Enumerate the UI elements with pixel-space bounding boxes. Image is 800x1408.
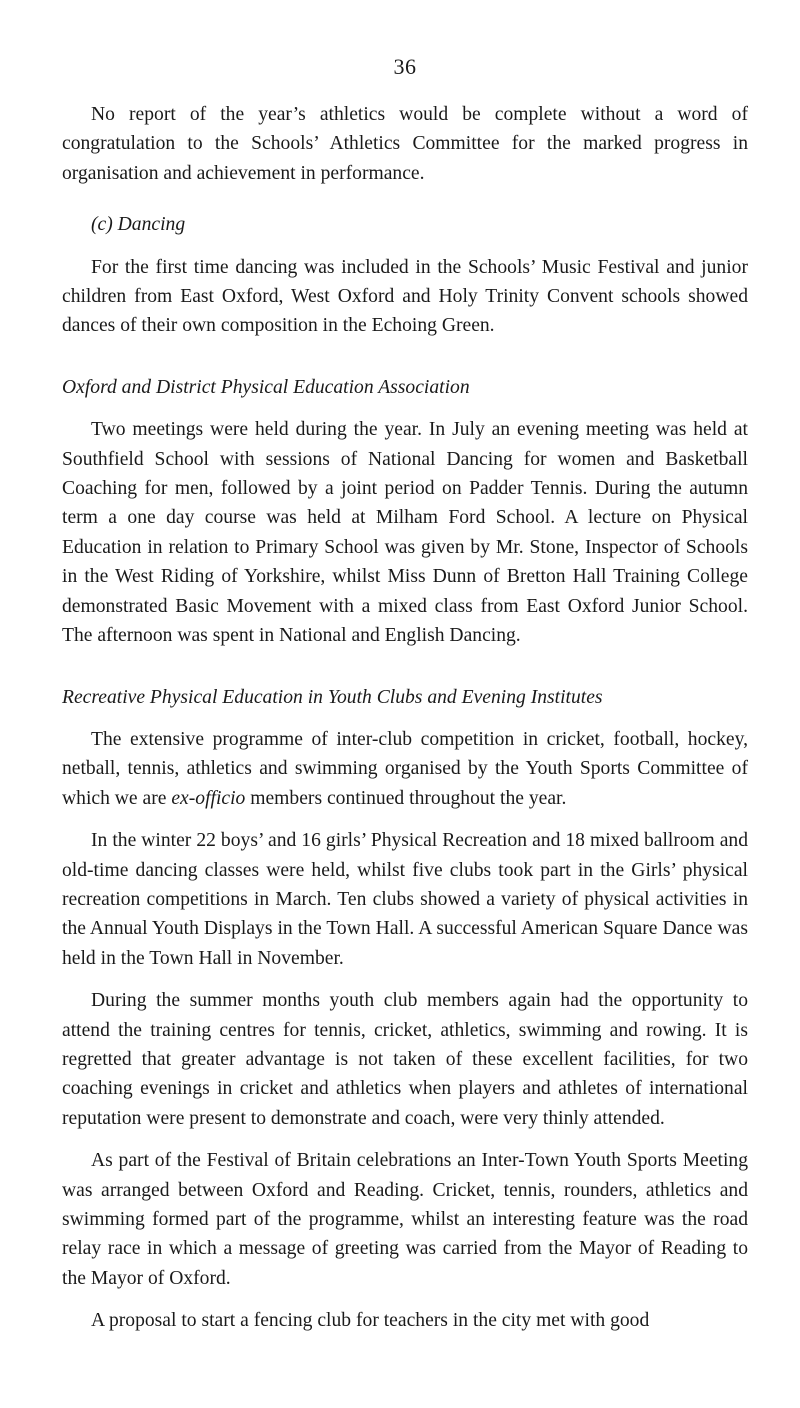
youth-clubs-paragraph-1 [62, 725, 748, 813]
youth-clubs-p1-italic: ex-officio [171, 787, 246, 809]
section-heading-dancing: (c) Dancing [91, 214, 186, 236]
page-number: 36 [393, 54, 417, 79]
youth-clubs-p1-before: The extensive programme of inter-club competition in cricket, football, hockey, netball, tennis, athletics and swimming organised by the Youth Sports Committee of which we are [62, 728, 748, 809]
youth-clubs-paragraph-2: In the winter 22 boys’ and 16 girls’ Physical Recreation and 18 mixed ballroom and old-time dancing classes were held, whilst five clubs took part in the Girls’ physical recreation competitions in March. Ten clubs showed a variety of physical activities in the Annual Youth Displays in the Town Hall. A successful American Square Dance was held in the Town Hall in November. [62, 830, 748, 969]
youth-clubs-paragraph-3: During the summer months youth club members again had the opportunity to attend the training centres for tennis, cricket, athletics, swimming and rowing. It is regretted that greater advantage is not taken of these excellent facilities, for two coaching evenings in cricket and athletics when players and athletes of international reputation were present to demonstrate and coach, were very thinly attended. [62, 990, 748, 1129]
youth-clubs-paragraph-5: A proposal to start a fencing club for teachers in the city met with good [91, 1310, 650, 1332]
dancing-paragraph: For the first time dancing was included in the Schools’ Music Festival and junior children from East Oxford, West Oxford and Holy Trinity Convent schools showed dances of their own composition in the Echoing Green. [62, 256, 748, 337]
youth-clubs-paragraph-4: As part of the Festival of Britain celebrations an Inter-Town Youth Sports Meeting was arranged between Oxford and Reading. Cricket, tennis, rounders, athletics and swimming formed part of the programme, whilst an interesting feature was the road relay race in which a message of greeting was carried from the Mayor of Reading to the Mayor of Oxford. [62, 1150, 748, 1289]
youth-clubs-p1-after: members continued throughout the year. [245, 787, 567, 809]
intro-paragraph: No report of the year’s athletics would be complete without a word of congratulation to the Schools’ Athletics Committee for the marked progress in organisation and achievement in performance. [62, 104, 748, 184]
section-heading-youth-clubs: Recreative Physical Education in Youth Clubs and Evening Institutes [62, 686, 603, 708]
association-paragraph: Two meetings were held during the year. In July an evening meeting was held at Southfield School with sessions of National Dancing for women and Basketball Coaching for men, followed by a joint period on Padder Tennis. During the autumn term a one day course was held at Milham Ford School. A lecture on Physical Education in relation to Primary School was given by Mr. Stone, Inspector of Schools in the West Riding of Yorkshire, whilst Miss Dunn of Bretton Hall Training College demonstrated Basic Movement with a mixed class from East Oxford Junior School. The afternoon was spent in National and English Dancing. [62, 419, 748, 647]
page-content [62, 100, 748, 1336]
section-heading-association: Oxford and District Physical Education Association [62, 376, 470, 398]
